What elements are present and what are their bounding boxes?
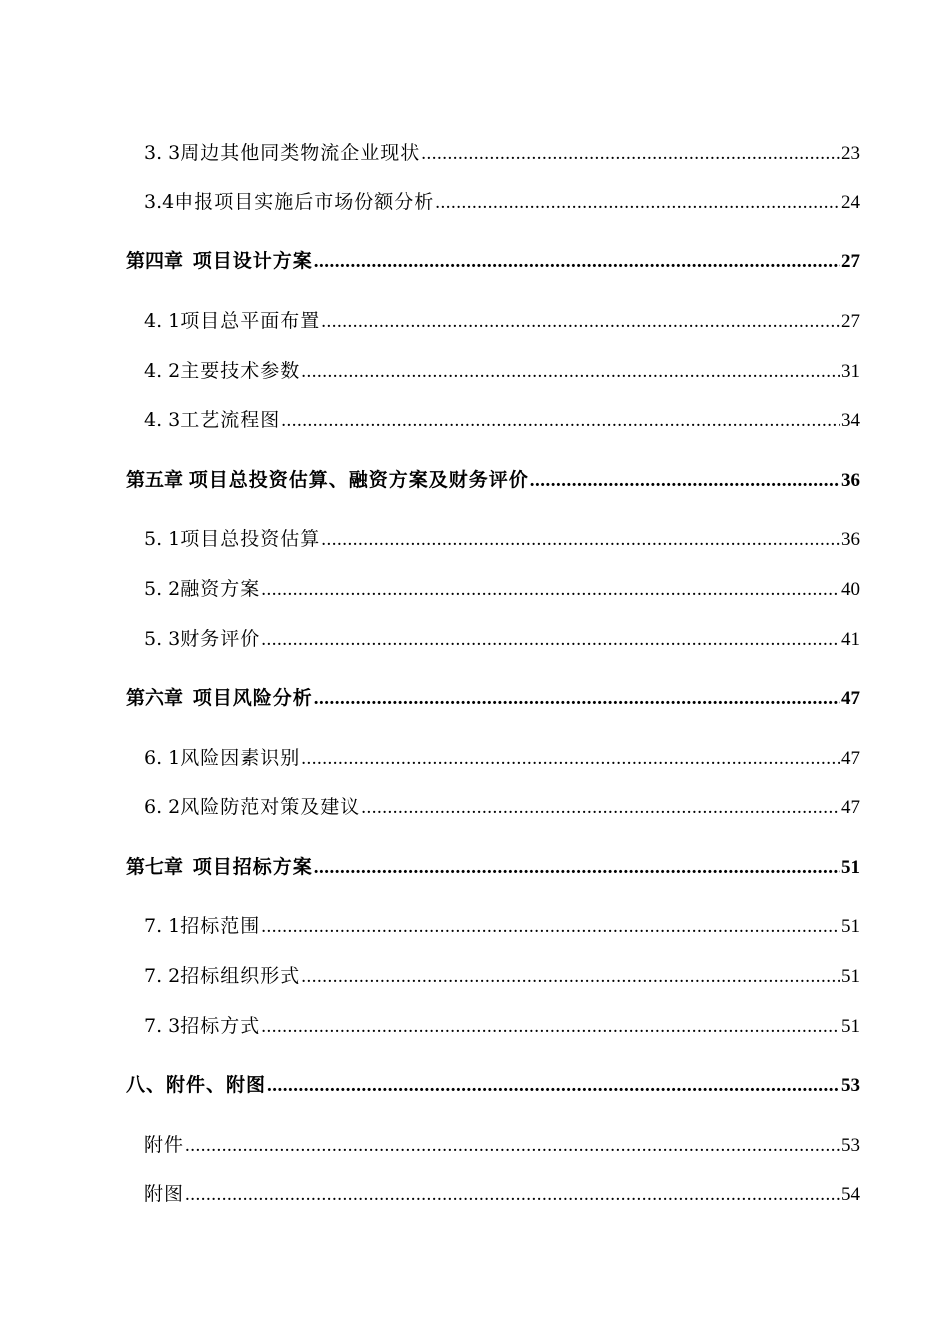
toc-entry-page: 24 — [841, 192, 860, 213]
toc-leader-dots — [321, 529, 840, 551]
toc-leader-dots — [261, 1016, 840, 1038]
toc-chapter-4[interactable] — [126, 246, 860, 273]
toc-leader-dots — [267, 1075, 840, 1097]
toc-chapter-number: 第四章 — [126, 250, 184, 272]
toc-chapter-page: 51 — [841, 857, 860, 878]
toc-entry-number: 4. 2 — [144, 360, 181, 382]
toc-leader-dots — [435, 192, 840, 214]
toc-chapter-page: 47 — [841, 688, 860, 709]
toc-entry-5-3[interactable] — [144, 624, 860, 651]
toc-chapter-number: 第六章 — [126, 687, 184, 709]
toc-entry-page: 54 — [841, 1184, 860, 1205]
toc-chapter-5[interactable] — [126, 465, 860, 492]
toc-chapter-6[interactable] — [126, 683, 860, 710]
toc-entry-number: 3.4 — [144, 191, 175, 213]
toc-entry-page: 31 — [841, 361, 860, 382]
toc-entry-number: 6. 2 — [144, 796, 181, 818]
toc-leader-dots — [361, 797, 840, 819]
toc-entry-7-1[interactable] — [144, 911, 860, 938]
toc-chapter-7[interactable] — [126, 852, 860, 879]
toc-entry-3-3[interactable] — [144, 138, 860, 165]
toc-leader-dots — [185, 1184, 840, 1206]
toc-entry-page: 41 — [841, 629, 860, 650]
toc-entry-title: 项目总平面布置 — [180, 310, 321, 332]
toc-entry-title: 风险因素识别 — [180, 747, 301, 769]
toc-chapter-page: 53 — [841, 1075, 860, 1096]
toc-entry-attachments[interactable] — [144, 1130, 860, 1157]
toc-chapter-title: 项目总投资估算、融资方案及财务评价 — [188, 469, 529, 491]
toc-entry-page: 51 — [841, 966, 860, 987]
toc-entry-number: 7. 3 — [144, 1015, 181, 1037]
toc-entry-number: 7. 2 — [144, 965, 181, 987]
toc-entry-6-1[interactable] — [144, 743, 860, 770]
toc-entry-title: 招标方式 — [180, 1015, 261, 1037]
toc-entry-3-4[interactable] — [144, 187, 860, 214]
toc-chapter-page: 36 — [841, 470, 860, 491]
toc-leader-dots — [314, 688, 840, 710]
toc-chapter-8[interactable] — [126, 1070, 860, 1097]
toc-chapter-page: 27 — [841, 251, 860, 272]
toc-entry-title: 主要技术参数 — [180, 360, 301, 382]
toc-leader-dots — [321, 311, 840, 333]
toc-entry-title: 财务评价 — [180, 628, 261, 650]
toc-leader-dots — [281, 410, 840, 432]
toc-entry-4-2[interactable] — [144, 356, 860, 383]
toc-entry-page: 53 — [841, 1135, 860, 1156]
toc-chapter-title: 项目招标方案 — [192, 856, 313, 878]
toc-entry-title: 工艺流程图 — [180, 409, 281, 431]
toc-entry-page: 47 — [841, 797, 860, 818]
toc-entry-title: 招标组织形式 — [180, 965, 301, 987]
toc-leader-dots — [301, 361, 840, 383]
toc-chapter-number: 第七章 — [126, 856, 184, 878]
toc-entry-title: 招标范围 — [180, 915, 261, 937]
toc-entry-title: 附图 — [144, 1183, 185, 1205]
toc-leader-dots — [314, 251, 840, 273]
toc-entry-number: 6. 1 — [144, 747, 181, 769]
toc-chapter-title: 项目风险分析 — [192, 687, 313, 709]
toc-entry-page: 34 — [841, 410, 860, 431]
toc-entry-7-3[interactable] — [144, 1011, 860, 1038]
toc-entry-title: 附件 — [144, 1134, 185, 1156]
toc-entry-number: 4. 1 — [144, 310, 181, 332]
toc-entry-number: 3. 3 — [144, 142, 181, 164]
toc-entry-7-2[interactable] — [144, 961, 860, 988]
toc-entry-number: 5. 1 — [144, 528, 181, 550]
toc-entry-page: 27 — [841, 311, 860, 332]
toc-chapter-title: 八、附件、附图 — [126, 1074, 267, 1096]
toc-leader-dots — [421, 143, 840, 165]
toc-entry-title: 申报项目实施后市场份额分析 — [174, 191, 435, 213]
toc-leader-dots — [261, 916, 840, 938]
toc-entry-figures[interactable] — [144, 1179, 860, 1206]
toc-leader-dots — [530, 470, 840, 492]
toc-entry-number: 4. 3 — [144, 409, 181, 431]
toc-entry-title: 周边其他同类物流企业现状 — [180, 142, 421, 164]
toc-entry-page: 51 — [841, 1016, 860, 1037]
toc-entry-title: 融资方案 — [180, 578, 261, 600]
toc-entry-number: 7. 1 — [144, 915, 181, 937]
toc-leader-dots — [301, 966, 840, 988]
toc-entry-page: 47 — [841, 748, 860, 769]
toc-leader-dots — [261, 629, 840, 651]
toc-entry-5-1[interactable] — [144, 524, 860, 551]
toc-chapter-number: 第五章 — [126, 469, 184, 491]
toc-entry-6-2[interactable] — [144, 792, 860, 819]
toc-chapter-title: 项目设计方案 — [192, 250, 313, 272]
toc-entry-4-1[interactable] — [144, 306, 860, 333]
toc-leader-dots — [185, 1135, 840, 1157]
toc-entry-page: 36 — [841, 529, 860, 550]
toc-leader-dots — [314, 857, 840, 879]
toc-entry-title: 项目总投资估算 — [180, 528, 321, 550]
toc-leader-dots — [301, 748, 840, 770]
toc-entry-page: 51 — [841, 916, 860, 937]
toc-entry-4-3[interactable] — [144, 405, 860, 432]
toc-entry-number: 5. 2 — [144, 578, 181, 600]
toc-entry-page: 40 — [841, 579, 860, 600]
toc-entry-5-2[interactable] — [144, 574, 860, 601]
toc-leader-dots — [261, 579, 840, 601]
toc-entry-page: 23 — [841, 143, 860, 164]
toc-entry-number: 5. 3 — [144, 628, 181, 650]
toc-entry-title: 风险防范对策及建议 — [180, 796, 361, 818]
